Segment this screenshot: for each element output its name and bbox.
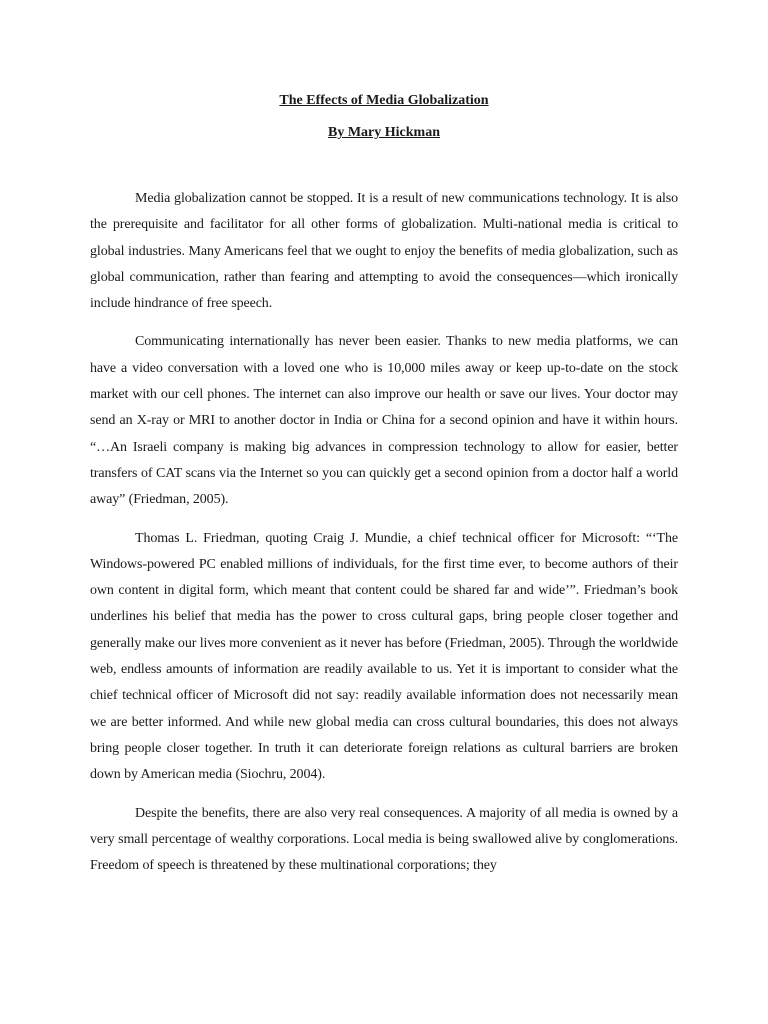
paragraph-4: Despite the benefits, there are also very real consequences. A majority of all media is owned by a very small percentage of wealthy corporations. Local media is being swallowed alive by conglomerations. Freedom of speech is threatened by these multinational corporations; they — [90, 805, 678, 874]
document-title: The Effects of Media Globalization — [279, 93, 489, 108]
document-byline: By Mary Hickman — [328, 125, 440, 140]
paragraph-2: Communicating internationally has never been easier. Thanks to new media platforms, we can have a video conversation with a loved one who is 10,000 miles away or keep up-to-date on the stock market with our cell phones. The internet can also improve our health or save our lives. Your doctor may send an X-ray or MRI to another doctor in India or China for a second opinion and have it within hours. “…An Israeli company is making big advances in compression technology to allow for easier, better transfers of CAT scans via the Internet so you can quickly get a second opinion from a doctor half a world away” (Friedman, 2005). — [90, 334, 678, 508]
paragraph-1: Media globalization cannot be stopped. It is a result of new communications technology. It is also the prerequisite and facilitator for all other forms of globalization. Multi-national media is critical to global industries. Many Americans feel that we ought to enjoy the benefits of media globalization, such as global communication, rather than fearing and attempting to avoid the consequences—which ironically include hindrance of free speech. — [90, 191, 678, 312]
document-body — [90, 186, 678, 891]
paragraph-3: Thomas L. Friedman, quoting Craig J. Mundie, a chief technical officer for Microsoft: “‘The Windows-powered PC enabled millions of individuals, for the first time ever, to become authors of their own content in digital form, which meant that content could be shared far and wide’”. Friedman’s book underlines his belief that media has the power to cross cultural gaps, bring people closer together and generally make our lives more convenient as it never has before (Friedman, 2005). Through the worldwide web, endless amounts of information are readily available to us. Yet it is important to consider what the chief technical officer of Microsoft did not say: readily available information does not necessarily mean we are better informed. And while new global media can cross cultural boundaries, this does not always bring people closer together. In truth it can deteriorate foreign relations as cultural barriers are broken down by American media (Siochru, 2004). — [90, 530, 678, 783]
